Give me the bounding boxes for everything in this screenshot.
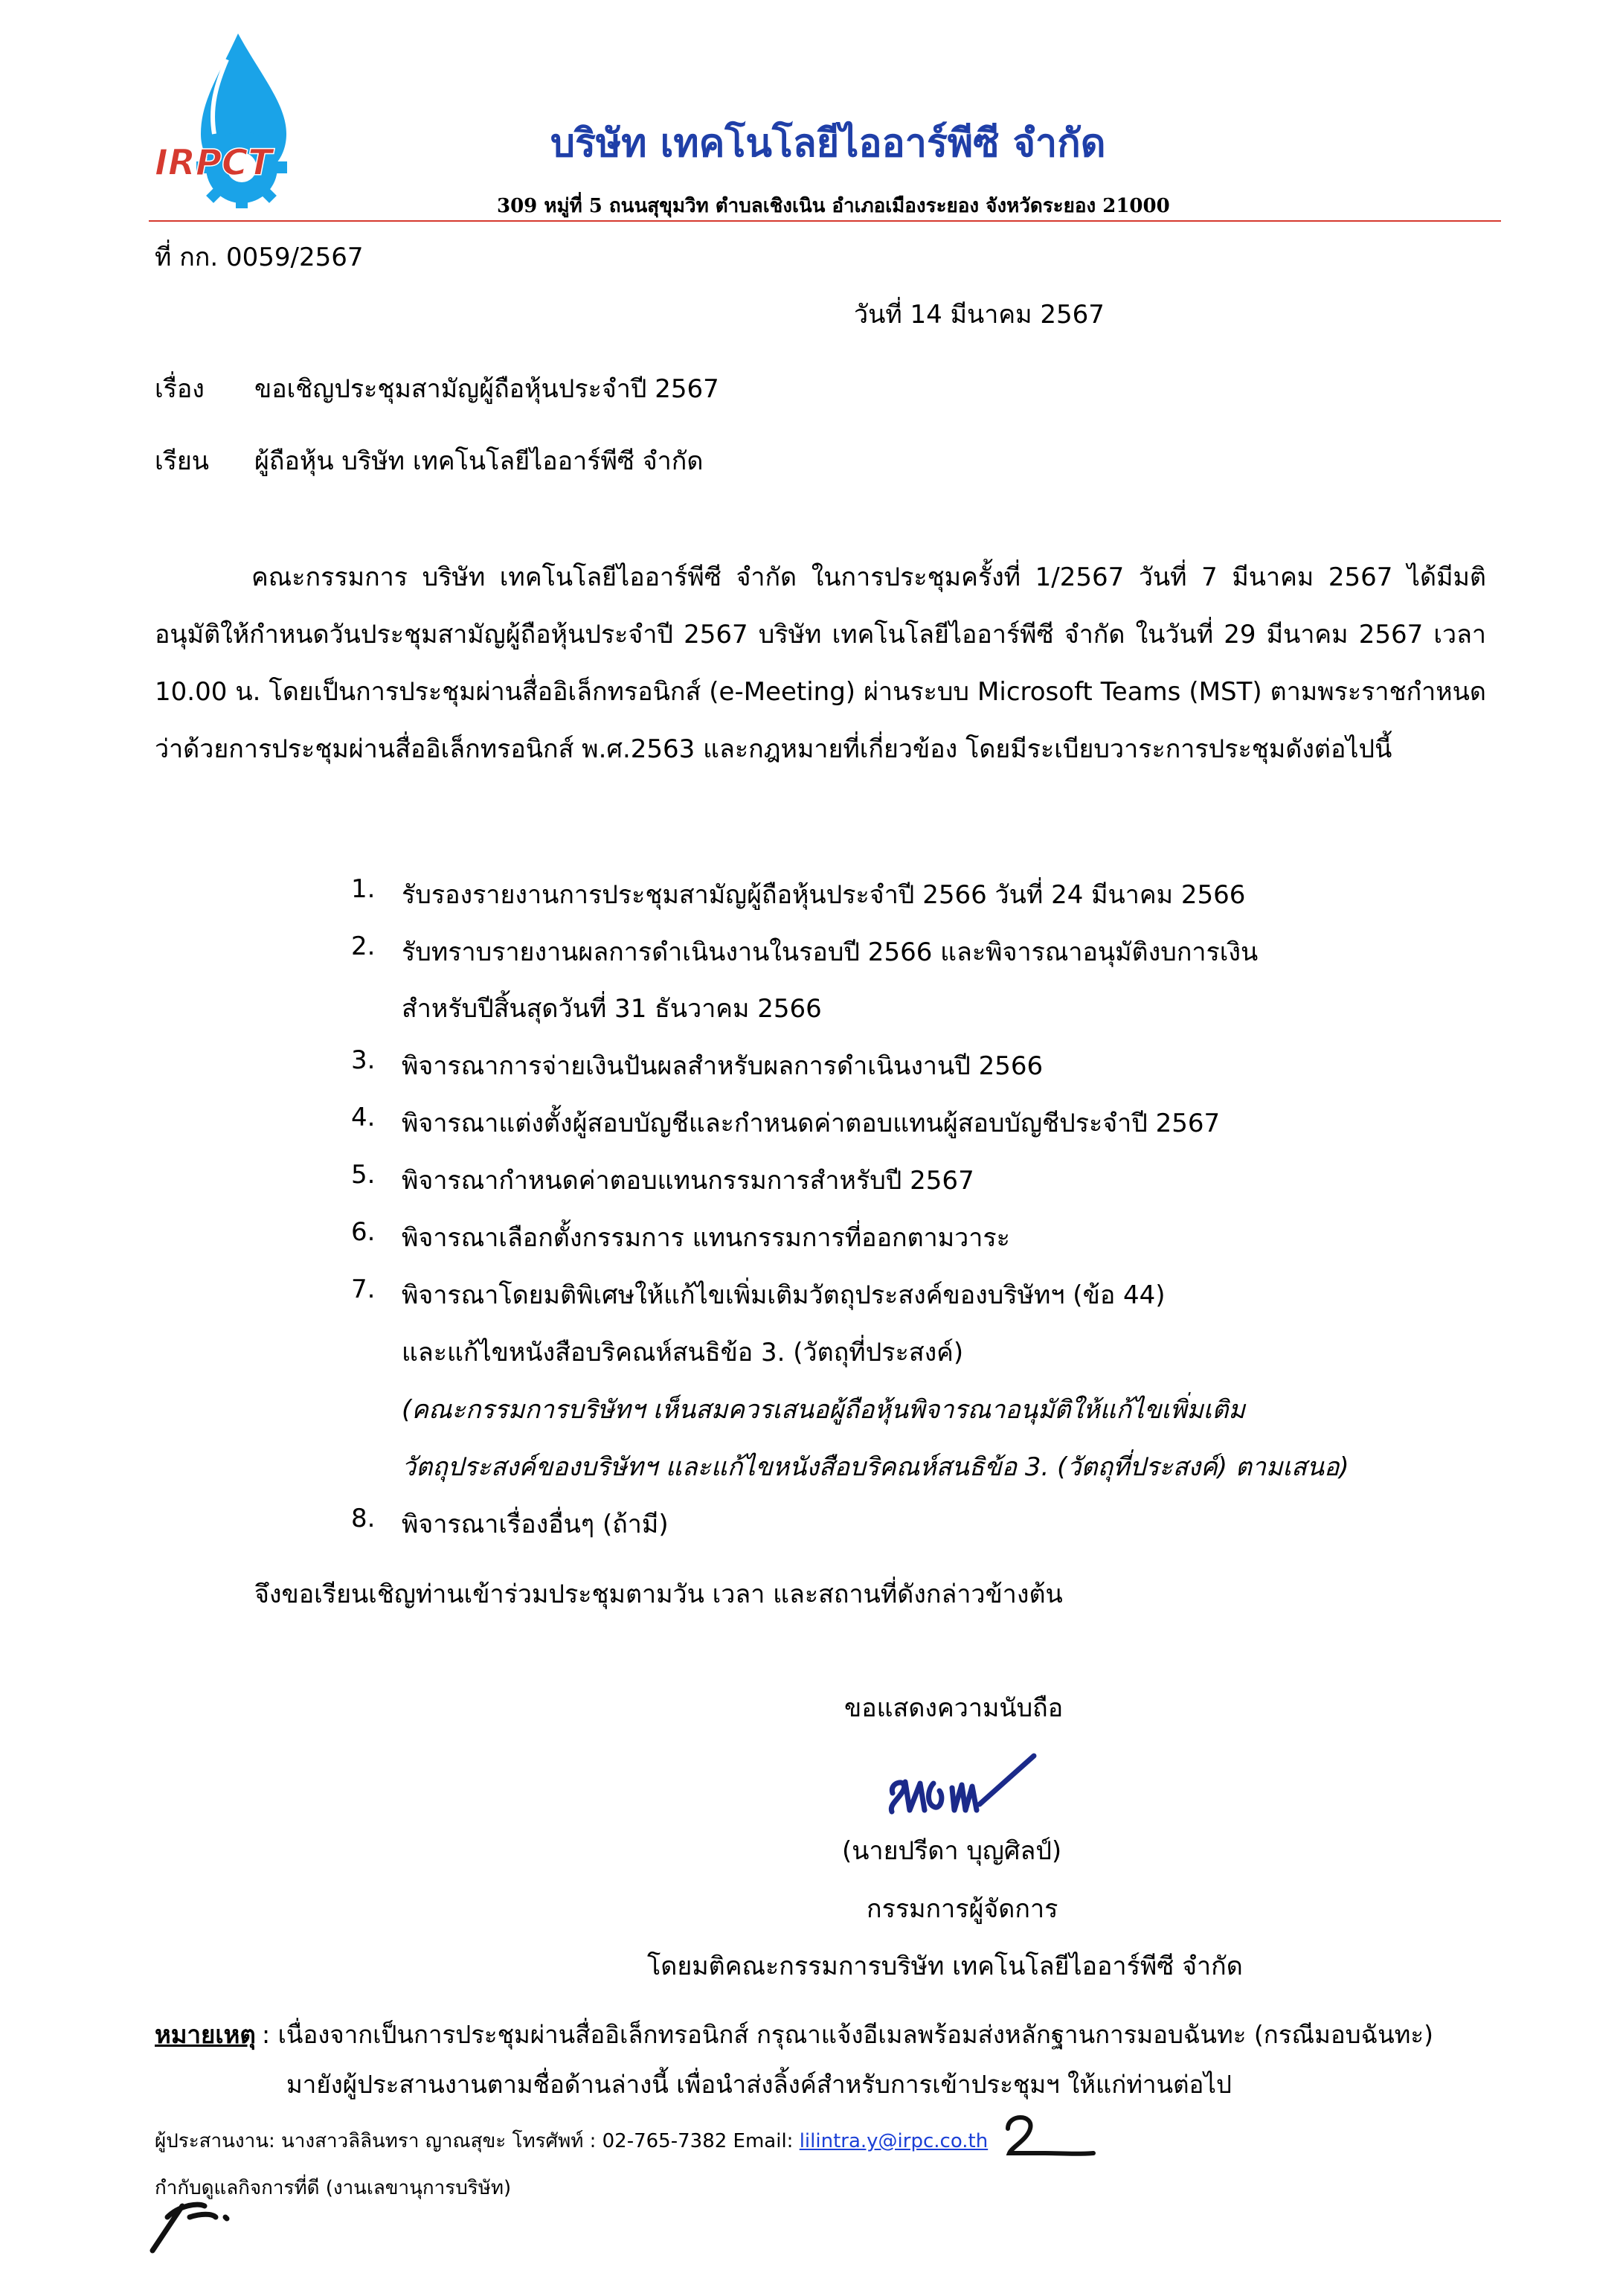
signatory-name: (นายปรีดา บุญศิลป์)	[842, 1836, 1062, 1866]
complimentary-close: ขอแสดงความนับถือ	[844, 1693, 1064, 1723]
initial-mark	[138, 2184, 249, 2258]
agenda-item-text: รับรองรายงานการประชุมสามัญผู้ถือหุ้นประจำปี 2566 วันที่ 24 มีนาคม 2566	[402, 880, 1246, 910]
subject-label: เรื่อง	[155, 374, 205, 404]
subject-text: ขอเชิญประชุมสามัญผู้ถือหุ้นประจำปี 2567	[254, 374, 719, 404]
signatory-on-behalf: โดยมติคณะกรรมการบริษัท เทคโนโลยีไออาร์พีซี จำกัด	[647, 1952, 1243, 1981]
signatory-title: กรรมการผู้จัดการ	[867, 1894, 1058, 1924]
agenda-item-text: สำหรับปีสิ้นสุดวันที่ 31 ธันวาคม 2566	[402, 994, 822, 1024]
note-label: หมายเหตุ	[155, 2020, 256, 2049]
agenda-item-text: พิจารณาแต่งตั้งผู้สอบบัญชีและกำหนดค่าตอบแทนผู้สอบบัญชีประจำปี 2567	[402, 1109, 1221, 1138]
agenda-item-number: 7.	[351, 1274, 376, 1304]
agenda-item-text: พิจารณากำหนดค่าตอบแทนกรรมการสำหรับปี 2567	[402, 1166, 974, 1196]
note-line-2: มายังผู้ประสานงานตามชื่อด้านล่างนี้ เพื่อนำส่งลิ้งค์สำหรับการเข้าประชุมฯ ให้แก่ท่านต่อไป	[286, 2070, 1232, 2099]
intro-text: คณะกรรมการ บริษัท เทคโนโลยีไออาร์พีซี จำกัด ในการประชุมครั้งที่ 1/2567 วันที่ 7 มีนาคม 2567 ได้มีมติอนุมัติให้กำหนดวันประชุมสามัญผู้ถือหุ้นประจำปี 2567 บริษัท เทคโนโลยีไออาร์พีซี จำกัด ในวันที่ 29 มีนาคม 2567 เวลา 10.00 น. โดยเป็นการประชุมผ่านสื่ออิเล็กทรอนิกส์ (e-Meeting) ผ่านระบบ Microsoft Teams (MST) ตามพระราชกำหนดว่าด้วยการประชุมผ่านสื่ออิเล็กทรอนิกส์ พ.ศ.2563 และกฎหมายที่เกี่ยวข้อง โดยมีระเบียบวาระการประชุมดังต่อไปนี้	[155, 562, 1486, 764]
logo-text: IRPCT	[155, 142, 272, 184]
company-logo	[149, 30, 298, 208]
agenda-item-number: 6.	[351, 1217, 376, 1247]
agenda-item-text: พิจารณาเลือกตั้งกรรมการ แทนกรรมการที่ออกตามวาระ	[402, 1223, 1010, 1253]
agenda-item-number: 1.	[351, 874, 376, 904]
agenda-item-text: พิจารณาเรื่องอื่นๆ (ถ้ามี)	[402, 1510, 669, 1539]
agenda-item-number: 5.	[351, 1160, 376, 1190]
agenda-item-number: 8.	[351, 1504, 376, 1533]
initial-mark	[993, 2110, 1105, 2162]
agenda-item-note: วัตถุประสงค์ของบริษัทฯ และแก้ไขหนังสือบริคณห์สนธิข้อ 3. (วัตถุที่ประสงค์) ตามเสนอ)	[402, 1452, 1349, 1482]
letter-date: วันที่ 14 มีนาคม 2567	[854, 300, 1105, 330]
agenda-item-text: รับทราบรายงานผลการดำเนินงานในรอบปี 2566 และพิจารณาอนุมัติงบการเงิน	[402, 937, 1259, 967]
agenda-item-number: 4.	[351, 1103, 376, 1132]
agenda-item-text: และแก้ไขหนังสือบริคณห์สนธิข้อ 3. (วัตถุที่ประสงค์)	[402, 1338, 964, 1367]
agenda-item-number: 3.	[351, 1045, 376, 1075]
company-address: 309 หมู่ที่ 5 ถนนสุขุมวิท ตำบลเชิงเนิน อำเภอเมืองระยอง จังหวัดระยอง 21000	[497, 195, 1170, 217]
governance-note: กำกับดูแลกิจการที่ดี (งานเลขานุการบริษัท)	[155, 2177, 512, 2199]
handwritten-signature	[881, 1752, 1052, 1819]
closing-invitation: จึงขอเรียนเชิญท่านเข้าร่วมประชุมตามวัน เวลา และสถานที่ดังกล่าวข้างต้น	[254, 1580, 1063, 1609]
contact-line	[155, 2126, 988, 2156]
agenda-item-text: พิจารณาการจ่ายเงินปันผลสำหรับผลการดำเนินงานปี 2566	[402, 1051, 1044, 1081]
recipient-text: ผู้ถือหุ้น บริษัท เทคโนโลยีไออาร์พีซี จำกัด	[254, 446, 704, 476]
note-line-1: : เนื่องจากเป็นการประชุมผ่านสื่ออิเล็กทรอนิกส์ กรุณาแจ้งอีเมลพร้อมส่งหลักฐานการมอบฉันทะ (กรณีมอบฉันทะ)	[262, 2020, 1434, 2049]
contact-prefix: ผู้ประสานงาน: นางสาวลิลินทรา ญาณสุขะ โทรศัพท์ : 02-765-7382 Email:	[155, 2130, 800, 2152]
agenda-item-note: (คณะกรรมการบริษัทฯ เห็นสมควรเสนอผู้ถือหุ้นพิจารณาอนุมัติให้แก้ไขเพิ่มเติม	[402, 1395, 1245, 1425]
agenda-item-text: พิจารณาโดยมติพิเศษให้แก้ไขเพิ่มเติมวัตถุประสงค์ของบริษัทฯ (ข้อ 44)	[402, 1280, 1166, 1310]
recipient-label: เรียน	[155, 446, 210, 476]
agenda-item-number: 2.	[351, 931, 376, 961]
header-divider	[149, 220, 1501, 222]
intro-paragraph	[155, 549, 1486, 778]
reference-number: ที่ กก. 0059/2567	[155, 243, 364, 272]
company-name: บริษัท เทคโนโลยีไออาร์พีซี จำกัด	[550, 121, 1106, 166]
contact-email-link[interactable]: lilintra.y@irpc.co.th	[799, 2130, 989, 2152]
